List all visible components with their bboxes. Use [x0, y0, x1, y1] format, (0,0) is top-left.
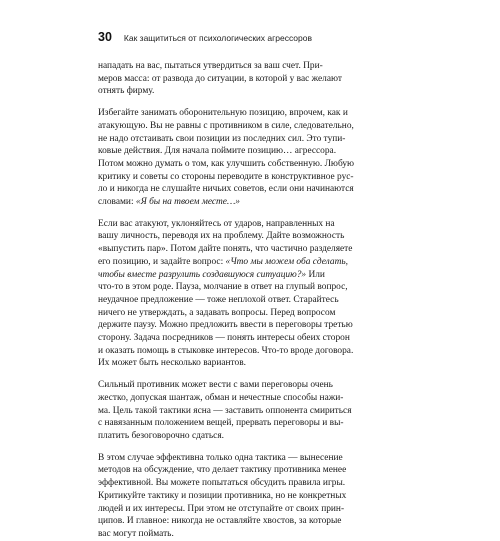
text-line: вашу личность, переводя их на проблему. Дайте возможность [98, 231, 345, 242]
text-line: критику и советы со стороны переводите в конструктивное рус- [98, 171, 354, 182]
running-title: Как защититься от психологических агрессоров [123, 33, 312, 43]
text-line: вас могут поймать. [98, 528, 174, 539]
text-fragment: его позицию, и задайте вопрос: [98, 256, 226, 267]
text-line: методов на обсуждение, что делает тактику противника менее [98, 465, 347, 476]
text-line: ципов. И главное: никогда не оставляйте хвостов, за которые [98, 516, 342, 527]
text-fragment: Или [306, 269, 325, 280]
text-line-mixed [98, 269, 406, 282]
paragraph-1 [98, 60, 406, 98]
text-fragment: словами: [98, 197, 136, 208]
text-line: отнять фирму. [98, 86, 155, 97]
italic-quote: «Я бы на твоем месте…» [135, 197, 240, 208]
text-line: В этом случае эффективна только одна тактика — вынесение [98, 452, 343, 463]
text-line: что-то в этом роде. Пауза, молчание в ответ на глупый вопрос, [98, 282, 348, 293]
book-page [98, 30, 406, 541]
text-line: нападать на вас, пытаться утвердиться за ваш счет. При- [98, 61, 323, 71]
text-line: Избегайте занимать оборонительную позицию, впрочем, как и [98, 108, 348, 119]
paragraph-3 [98, 218, 406, 370]
paragraph-4 [98, 379, 406, 443]
page-number: 30 [98, 30, 112, 44]
italic-quote: «Что мы можем оба сделать, [225, 256, 348, 267]
text-line: неудачное предложение — тоже неплохой ответ. Старайтесь [98, 294, 339, 305]
text-line: и оказать помощь в стыковке интересов. Что-то вроде договора. [98, 345, 354, 356]
text-line: платить безоговорочно сдаться. [98, 430, 224, 441]
text-line: ло и никогда не слушайте ничьих советов, если они начинаются [98, 184, 354, 195]
italic-quote: чтобы вместе разрулить создавшуюся ситуацию?» [98, 269, 307, 280]
text-line: сторону. Задача посредников — понять интересы обеих сторон [98, 333, 350, 344]
text-line: Их может быть несколько вариантов. [98, 358, 246, 369]
text-line: Сильный противник может вести с вами переговоры очень [98, 380, 333, 391]
text-line: ковые действия. Для начала поймите позицию… агрессора. [98, 146, 337, 157]
text-line: не надо отстаивать свои позиции из последних сил. Это тупи- [98, 133, 346, 144]
text-line: с навязанным положением вещей, прервать переговоры и вы- [98, 418, 344, 429]
paragraph-5 [98, 452, 406, 541]
text-line: «выпустить пар». Потом дайте понять, что частично разделяете [98, 244, 353, 255]
text-line: ничего не утверждать, а задавать вопросы. Перед вопросом [98, 307, 336, 318]
text-line-mixed [98, 196, 406, 209]
paragraph-2 [98, 107, 406, 209]
text-line: Потом можно думать о том, как улучшить собственную. Любую [98, 158, 355, 169]
text-line: жестко, допуская шантаж, обман и нечестные способы нажи- [98, 392, 344, 403]
page-header [98, 30, 406, 44]
text-line: Если вас атакуют, уклоняйтесь от ударов, направленных на [98, 218, 335, 229]
text-line: Критикуйте тактику и позиции противника, но не конкретных [98, 490, 347, 501]
text-line: атакующую. Вы не равны с противником в силе, следовательно, [98, 120, 354, 131]
text-line: эффективной. Вы можете попытаться обсудить правила игры. [98, 478, 346, 489]
text-line: ма. Цель такой тактики ясна — заставить оппонента смириться [98, 405, 352, 416]
text-line-mixed [98, 256, 406, 269]
text-line: меров масса: от развода до ситуации, в которой у вас желают [98, 73, 342, 84]
text-line: людей и их интересы. При этом не отступайте от своих прин- [98, 503, 345, 514]
body-text [98, 60, 406, 541]
text-line: держите паузу. Можно предложить ввести в переговоры третью [98, 320, 353, 331]
